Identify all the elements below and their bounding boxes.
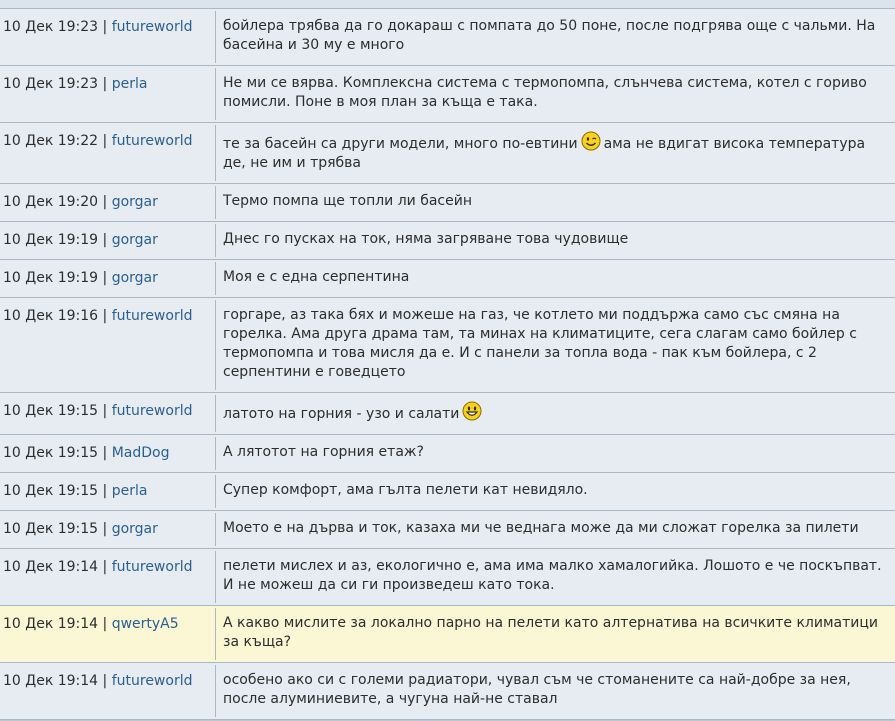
message-text (223, 401, 485, 424)
message-username[interactable]: gorgar (111, 521, 158, 537)
meta-separator: | (102, 673, 108, 689)
message-meta (0, 260, 215, 297)
message-meta (0, 222, 215, 259)
message-text: Не ми се вярва. Комплексна система с термопомпа, слънчева система, котел с гориво помисли. Поне в моя план за къща е така. (223, 75, 867, 110)
message-body (215, 11, 895, 63)
message-timestamp: 10 Дек 19:14 (3, 673, 99, 689)
message-body (215, 262, 895, 295)
message-row (0, 393, 895, 435)
message-meta (0, 473, 215, 510)
message-row (0, 511, 895, 549)
message-timestamp: 10 Дек 19:14 (3, 559, 99, 575)
message-body (215, 68, 895, 120)
message-username[interactable]: MadDog (111, 445, 170, 461)
meta-separator: | (102, 403, 108, 419)
message-text: А какво мислите за локално парно на пелети като алтернатива на всичките климатици за къща? (223, 615, 879, 650)
message-body (215, 551, 895, 603)
message-username[interactable]: perla (111, 76, 148, 92)
meta-separator: | (102, 19, 108, 35)
message-list (0, 9, 895, 720)
message-meta (0, 435, 215, 472)
message-row (0, 606, 895, 663)
message-meta (0, 184, 215, 221)
message-row (0, 549, 895, 606)
meta-separator: | (102, 483, 108, 499)
message-timestamp: 10 Дек 19:19 (3, 232, 99, 248)
message-timestamp: 10 Дек 19:16 (3, 308, 99, 324)
message-text: А лятотот на горния етаж? (223, 444, 424, 460)
message-body (215, 186, 895, 219)
message-row (0, 473, 895, 511)
message-row (0, 123, 895, 184)
message-row (0, 222, 895, 260)
message-text-part: латото на горния - узо и салати (223, 406, 460, 422)
message-username[interactable]: gorgar (111, 270, 158, 286)
message-row (0, 663, 895, 720)
message-meta (0, 123, 215, 183)
message-username[interactable]: qwertyA5 (111, 616, 179, 632)
message-username[interactable]: futureworld (111, 308, 193, 324)
message-timestamp: 10 Дек 19:19 (3, 270, 99, 286)
message-username[interactable]: perla (111, 483, 148, 499)
meta-separator: | (102, 559, 108, 575)
message-meta (0, 66, 215, 122)
message-body (215, 665, 895, 717)
message-body (215, 513, 895, 546)
message-text: Супер комфорт, ама гълта пелети кат невидяло. (223, 482, 588, 498)
message-text: Моя е с една серпентина (223, 269, 410, 285)
grin-smiley-icon (462, 401, 482, 421)
message-body (215, 125, 895, 181)
message-timestamp: 10 Дек 19:22 (3, 133, 99, 149)
meta-separator: | (102, 308, 108, 324)
message-timestamp: 10 Дек 19:15 (3, 483, 99, 499)
message-text: особено ако си с големи радиатори, чувал съм че стоманените са най-добре за нея, после алуминиевите, а чугуна най-не ставал (223, 672, 851, 707)
message-meta (0, 511, 215, 548)
message-username[interactable]: futureworld (111, 19, 193, 35)
message-meta (0, 606, 215, 662)
message-text: пелети мислех и аз, екологично е, ама има малко хамалогийка. Лошото е че поскъпват. И не можеш да си ги произведеш като тока. (223, 558, 882, 593)
message-meta (0, 549, 215, 605)
message-text (223, 131, 887, 173)
message-timestamp: 10 Дек 19:15 (3, 445, 99, 461)
message-text-part: те за басейн са други модели, много по-евтини (223, 136, 578, 152)
message-timestamp: 10 Дек 19:23 (3, 19, 99, 35)
message-text: Термо помпа ще топли ли басейн (223, 193, 472, 209)
meta-separator: | (102, 616, 108, 632)
meta-separator: | (102, 521, 108, 537)
message-row (0, 435, 895, 473)
chat-top-strip (0, 0, 895, 9)
message-row (0, 66, 895, 123)
message-row (0, 298, 895, 393)
message-text: горгаре, аз така бях и можеше на газ, че котлето ми поддържа само със смяна на горелка. Ама друга драма там, та минах на климатиците, сега слагам само бойлер с термопомпа и това мисля да е. И с панели за топла вода - пак към бойлера, с 2 серпентини е говедцето (223, 307, 857, 380)
message-body (215, 437, 895, 470)
message-body (215, 300, 895, 390)
message-text: Моето е на дърва и ток, казаха ми че веднага може да ми сложат горелка за пилети (223, 520, 859, 536)
message-meta (0, 9, 215, 65)
message-timestamp: 10 Дек 19:23 (3, 76, 99, 92)
message-username[interactable]: futureworld (111, 559, 193, 575)
message-timestamp: 10 Дек 19:15 (3, 403, 99, 419)
message-meta (0, 663, 215, 719)
meta-separator: | (102, 445, 108, 461)
message-text: бойлера трябва да го докараш с помпата до 50 поне, после подгрява още с чальми. На басейна и 30 му е много (223, 18, 876, 53)
wink-smiley-icon (581, 131, 601, 151)
message-row (0, 184, 895, 222)
message-username[interactable]: gorgar (111, 232, 158, 248)
message-meta (0, 298, 215, 392)
message-meta (0, 393, 215, 434)
message-text-part: ама не вдигат висока температура де, не им и трябва (223, 136, 866, 171)
meta-separator: | (102, 76, 108, 92)
message-username[interactable]: futureworld (111, 403, 193, 419)
message-body (215, 608, 895, 660)
message-body (215, 475, 895, 508)
message-text: Днес го пусках на ток, няма загряване това чудовище (223, 231, 629, 247)
message-body (215, 224, 895, 257)
message-username[interactable]: gorgar (111, 194, 158, 210)
message-username[interactable]: futureworld (111, 673, 193, 689)
meta-separator: | (102, 232, 108, 248)
meta-separator: | (102, 133, 108, 149)
message-body (215, 395, 895, 432)
message-timestamp: 10 Дек 19:15 (3, 521, 99, 537)
message-timestamp: 10 Дек 19:20 (3, 194, 99, 210)
message-timestamp: 10 Дек 19:14 (3, 616, 99, 632)
message-username[interactable]: futureworld (111, 133, 193, 149)
meta-separator: | (102, 270, 108, 286)
meta-separator: | (102, 194, 108, 210)
message-row (0, 260, 895, 298)
message-row (0, 9, 895, 66)
